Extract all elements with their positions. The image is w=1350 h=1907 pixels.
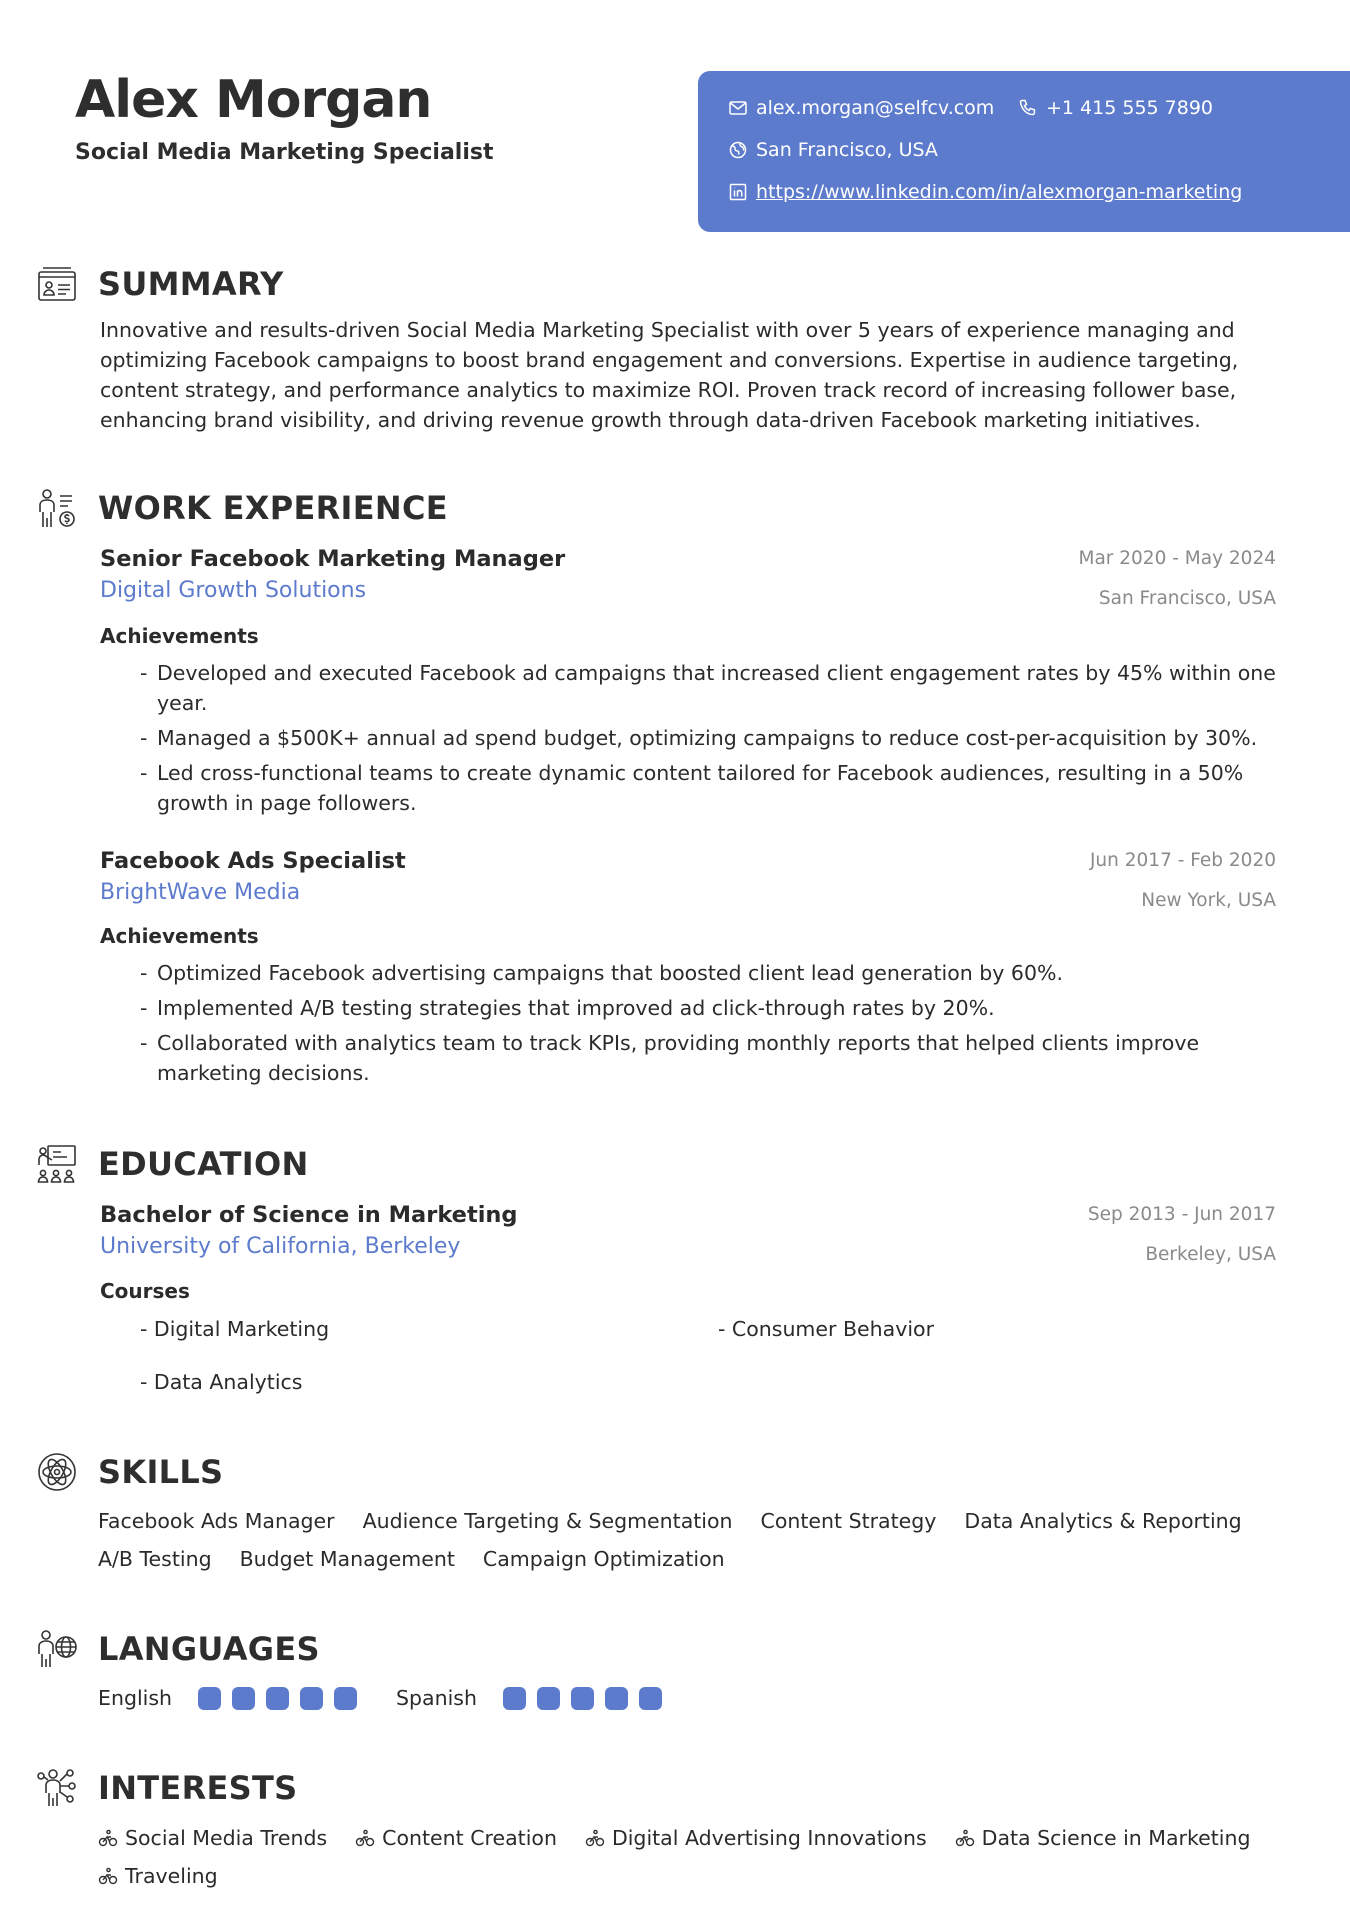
interests-list [98,1825,1318,1889]
course-item: - Digital Marketing [140,1317,330,1341]
skill-item: Facebook Ads Manager [98,1509,335,1533]
proficiency-dot [266,1687,289,1710]
location-text: San Francisco, USA [756,139,938,161]
bike-icon [955,1828,975,1848]
skill-item: Audience Targeting & Segmentation [362,1509,733,1533]
achievements-list [140,658,1276,823]
interest-label: Digital Advertising Innovations [611,1826,927,1850]
achievement-item: - Developed and executed Facebook ad campaigns that increased client engagement rates by 45% within one year. [140,658,1276,718]
interest-item [585,1825,927,1851]
skill-item: Campaign Optimization [482,1547,725,1571]
skill-item: Data Analytics & Reporting [964,1509,1242,1533]
contact-phone[interactable] [1018,97,1213,119]
interest-label: Data Science in Marketing [981,1826,1251,1850]
contact-location [728,139,938,161]
language-name: Spanish [396,1686,477,1710]
proficiency-dot [639,1687,662,1710]
education-title: EDUCATION [98,1145,309,1183]
bike-icon [98,1866,118,1886]
course-item: - Consumer Behavior [718,1317,934,1341]
job-entry [100,848,1276,1138]
job-title: Facebook Ads Specialist [100,848,406,874]
summary-text: Innovative and results-driven Social Media Marketing Specialist with over 5 years of experience managing and optimizing Facebook campaigns to boost brand engagement and conversions. Expertise in audience targeting, content strategy, and performance analytics to maximize ROI. Proven track record of increasing follower base, enhancing brand visibility, and driving revenue growth through data-driven Facebook marketing initiatives. [100,318,1239,432]
email-text[interactable]: alex.morgan@selfcv.com [756,97,995,119]
interest-label: Social Media Trends [125,1826,328,1850]
linkedin-icon [728,182,748,202]
person-globe-icon [36,1628,78,1670]
phone-text[interactable]: +1 415 555 7890 [1046,97,1214,119]
interest-item [98,1863,218,1889]
interest-item [955,1825,1251,1851]
course-item: - Data Analytics [140,1370,303,1394]
courses-heading: Courses [100,1279,190,1303]
proficiency-dot [198,1687,221,1710]
achievement-item: - Managed a $500K+ annual ad spend budget, optimizing campaigns to reduce cost-per-acquisition by 30%. [140,723,1276,753]
proficiency-dot [503,1687,526,1710]
proficiency-dots [503,1687,662,1710]
job-location: New York, USA [1141,890,1276,911]
interest-item [98,1825,327,1851]
job-company: Digital Growth Solutions [100,578,367,603]
skill-item: Content Strategy [760,1509,937,1533]
proficiency-dot [605,1687,628,1710]
proficiency-dot [232,1687,255,1710]
interest-label: Content Creation [382,1826,557,1850]
proficiency-dot [300,1687,323,1710]
candidate-role: Social Media Marketing Specialist [75,140,494,165]
proficiency-dot [334,1687,357,1710]
skill-item: A/B Testing [98,1547,212,1571]
experience-title: WORK EXPERIENCE [98,489,448,527]
worker-dollar-icon [36,488,78,530]
proficiency-dot [571,1687,594,1710]
contact-email[interactable] [728,97,994,119]
contact-box [698,71,1350,232]
language-english [98,1686,357,1710]
job-company: BrightWave Media [100,880,301,905]
skills-list [98,1508,1298,1572]
bike-icon [585,1828,605,1848]
achievement-item: - Optimized Facebook advertising campaigns that boosted client lead generation by 60%. [140,958,1276,988]
education-dates: Sep 2013 - Jun 2017 [1087,1204,1276,1225]
language-spanish [396,1686,662,1710]
job-entry [100,546,1276,836]
achievements-heading: Achievements [100,924,259,948]
profile-card-icon [36,264,78,306]
candidate-name: Alex Morgan [75,70,432,130]
bike-icon [98,1828,118,1848]
summary-title: SUMMARY [98,265,284,303]
globe-icon [728,140,748,160]
languages-title: LANGUAGES [98,1630,320,1668]
achievement-item: - Implemented A/B testing strategies that improved ad click-through rates by 20%. [140,993,1276,1023]
interests-title: INTERESTS [98,1769,298,1807]
achievements-list [140,958,1276,1093]
proficiency-dots [198,1687,357,1710]
language-name: English [98,1686,173,1710]
person-interests-icon [36,1767,78,1809]
proficiency-dot [537,1687,560,1710]
interest-label: Traveling [125,1864,218,1888]
job-dates: Mar 2020 - May 2024 [1078,548,1276,569]
achievement-item: - Collaborated with analytics team to track KPIs, providing monthly reports that helped clients improve marketing decisions. [140,1028,1276,1088]
degree-title: Bachelor of Science in Marketing [100,1202,518,1228]
phone-icon [1018,98,1038,118]
job-dates: Jun 2017 - Feb 2020 [1089,850,1276,871]
achievements-heading: Achievements [100,624,259,648]
mail-icon [728,98,748,118]
school-name: University of California, Berkeley [100,1234,461,1259]
job-title: Senior Facebook Marketing Manager [100,546,566,572]
interest-item [355,1825,557,1851]
classroom-icon [36,1143,78,1185]
achievement-item: - Led cross-functional teams to create dynamic content tailored for Facebook audiences, resulting in a 50% growth in page followers. [140,758,1276,818]
skills-title: SKILLS [98,1453,224,1491]
education-location: Berkeley, USA [1145,1244,1276,1265]
linkedin-link[interactable]: https://www.linkedin.com/in/alexmorgan-marketing [756,181,1243,203]
job-location: San Francisco, USA [1098,588,1276,609]
atom-icon [36,1451,78,1493]
skill-item: Budget Management [239,1547,455,1571]
bike-icon [355,1828,375,1848]
resume-header [0,0,1350,240]
contact-linkedin[interactable] [728,181,1242,203]
